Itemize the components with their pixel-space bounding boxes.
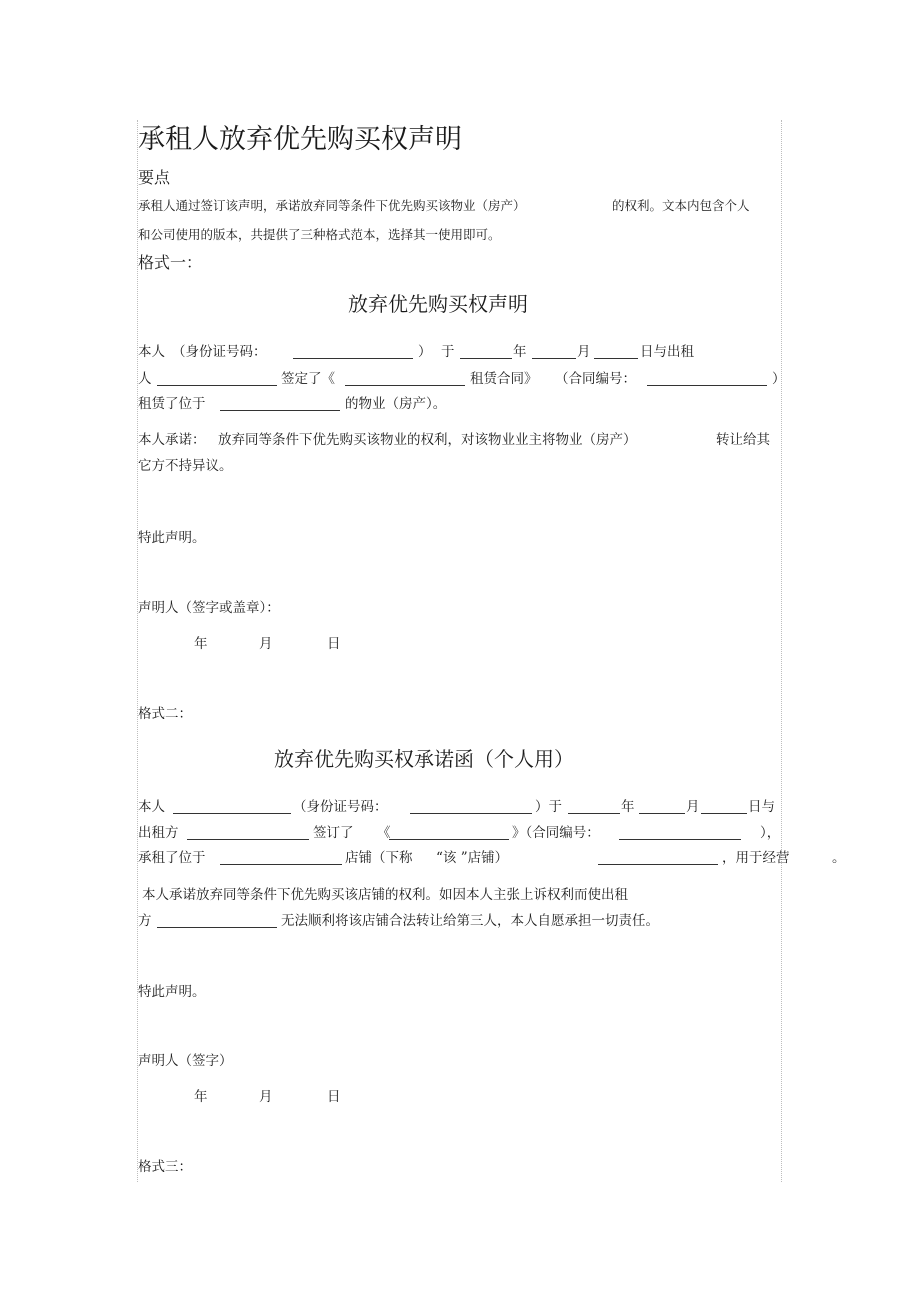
f1-l2-lease: 租赁合同》 xyxy=(470,371,538,387)
f1-day-blank xyxy=(594,346,638,363)
f2-l1-id-label: （身份证号码： xyxy=(293,799,388,815)
f2-promise-blank xyxy=(157,915,277,932)
f2-date-year: 年 xyxy=(194,1089,208,1105)
f2-contract-blank xyxy=(389,827,509,844)
f2-date-day: 日 xyxy=(327,1089,341,1105)
f2-l1-year: 年 xyxy=(621,799,635,815)
f1-date-month: 月 xyxy=(259,636,273,652)
main-title: 承租人放弃优先购买权声明 xyxy=(138,124,462,155)
format1-label: 格式一： xyxy=(138,253,203,272)
f1-month-blank xyxy=(532,346,576,363)
f2-day-blank xyxy=(701,801,747,818)
format2-label: 格式二： xyxy=(138,706,192,722)
f2-l1-day: 日与 xyxy=(748,799,775,815)
f1-contract-blank xyxy=(345,373,465,390)
f1-l1-id-label: （身份证号码： xyxy=(172,344,267,360)
f1-l1-day: 日与出租 xyxy=(640,344,694,360)
f1-signer: 声明人（签字或盖章）： xyxy=(138,600,280,616)
f1-l1-year: 年 xyxy=(513,344,527,360)
f2-promise-lessor: 方 xyxy=(138,913,152,929)
f1-special: 特此声明。 xyxy=(138,530,206,546)
f1-contract-no-blank xyxy=(647,373,767,390)
page-border-left xyxy=(137,120,138,1182)
f2-l3-the-shop: “该 ”店铺） xyxy=(436,850,509,866)
f1-id-blank xyxy=(293,346,413,363)
f1-l2-contract-no: （合同编号： xyxy=(555,371,636,387)
f2-l3-shop: 店铺（下称 xyxy=(345,850,413,866)
f2-l1-month: 月 xyxy=(686,799,700,815)
f2-promise-line1: 本人承诺放弃同等条件下优先购买该店铺的权利。如因本人主张上诉权利而使出租 xyxy=(142,887,628,903)
f2-month-blank xyxy=(639,801,685,818)
key-points-heading: 要点 xyxy=(138,168,171,187)
f1-lessor-blank xyxy=(157,373,277,390)
f1-l2-person: 人 xyxy=(138,371,152,387)
f1-l3-property: 的物业（房产）。 xyxy=(345,396,447,412)
f1-promise-text: 放弃同等条件下优先购买该物业的权利，对该物业业主将物业（房产） xyxy=(218,432,637,448)
f2-l1-on: ）于 xyxy=(535,799,562,815)
f1-l3-leased: 租赁了位于 xyxy=(138,396,206,412)
f1-promise-transfer: 转让给其 xyxy=(716,432,770,448)
f2-l2-open: 《 xyxy=(377,825,391,841)
f1-l1-self: 本人 xyxy=(138,344,165,360)
f1-location-blank xyxy=(220,398,340,415)
intro-line-2: 和公司使用的版本，共提供了三种格式范本，选择其一使用即可。 xyxy=(138,227,501,242)
f2-business-blank xyxy=(598,852,718,869)
f2-name-blank xyxy=(173,801,291,818)
f2-location-blank xyxy=(220,852,342,869)
f1-date-year: 年 xyxy=(194,636,208,652)
f2-contract-no-blank xyxy=(619,827,741,844)
f2-l2-signed: 签订了 xyxy=(313,825,354,841)
f1-promise-end: 它方不持异议。 xyxy=(138,458,233,474)
page-border-right xyxy=(781,120,782,1182)
f2-special: 特此声明。 xyxy=(138,984,206,1000)
f2-l3-leased: 承租了位于 xyxy=(138,850,206,866)
format1-title: 放弃优先购买权声明 xyxy=(348,292,528,316)
intro-line-1b: 的权利。文本内包含个人 xyxy=(612,198,750,213)
f2-signer: 声明人（签字） xyxy=(138,1053,233,1069)
f2-l3-period: 。 xyxy=(832,850,846,866)
f1-l1-on: 于 xyxy=(441,344,455,360)
f2-lessor-blank xyxy=(187,827,309,844)
f1-l1-month: 月 xyxy=(577,344,591,360)
f1-date-day: 日 xyxy=(327,636,341,652)
f2-l2-lessor: 出租方 xyxy=(138,825,179,841)
f2-year-blank xyxy=(568,801,620,818)
f1-promise-label: 本人承诺： xyxy=(138,432,206,448)
f1-year-blank xyxy=(460,346,512,363)
f2-id-blank xyxy=(410,801,532,818)
f1-l2-close: ） xyxy=(772,371,786,387)
f2-l3-business: ，用于经营 xyxy=(722,850,790,866)
f2-date-month: 月 xyxy=(259,1089,273,1105)
f2-l2-contract-no: 》（合同编号： xyxy=(512,825,600,841)
f1-l1-close: ） xyxy=(418,344,432,360)
format3-label: 格式三： xyxy=(138,1159,192,1175)
f2-l2-close: ）， xyxy=(760,825,781,841)
format2-title: 放弃优先购买权承诺函（个人用） xyxy=(274,747,574,771)
f2-promise-line2: 无法顺利将该店铺合法转让给第三人，本人自愿承担一切责任。 xyxy=(281,913,659,929)
f2-l1-self: 本人 xyxy=(138,799,165,815)
intro-line-1a: 承租人通过签订该声明，承诺放弃同等条件下优先购买该物业（房产） xyxy=(138,198,526,213)
f1-l2-signed: 签定了《 xyxy=(281,371,335,387)
